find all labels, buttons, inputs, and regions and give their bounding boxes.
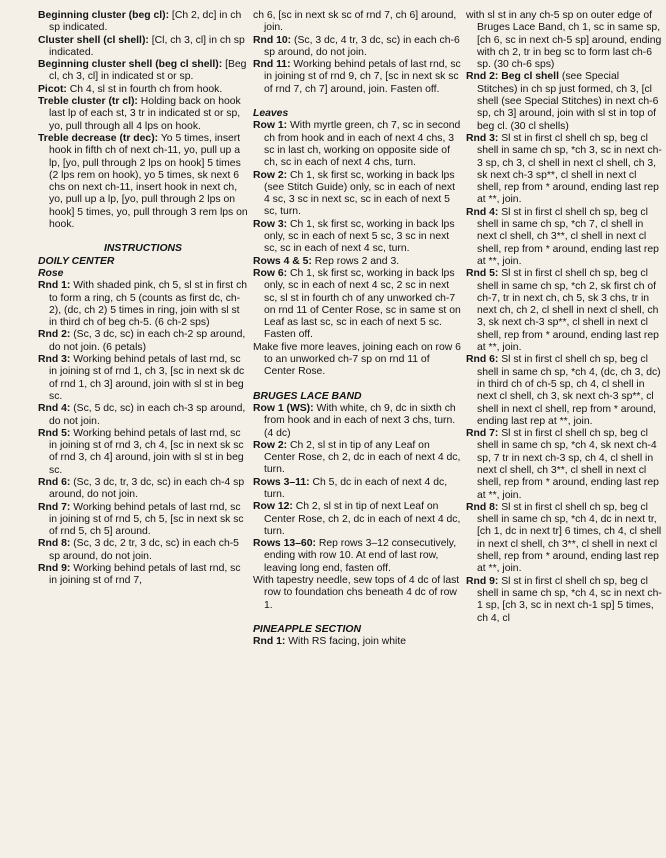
entry-label: Rnd 10: [253,34,292,46]
instruction-entry [38,354,248,403]
entry-label: Rnd 5: [38,427,71,439]
entry-label: Row 1 (WS): [253,402,314,414]
entry-label: Treble cluster (tr cl): [38,96,138,108]
entry-text: (Sc, 3 dc, 2 tr, 3 dc, sc) in each ch-5 sp around, do not join. [49,538,239,562]
entry-text: Rep rows 2 and 3. [311,255,400,267]
instruction-entry [38,428,248,477]
entry-label: Cluster shell (cl shell): [38,34,149,46]
entry-text: [Beg cl, ch 3, cl] in indicated st or sp. [49,59,247,83]
entry-label: Beginning cluster (beg cl): [38,10,170,21]
section-heading: DOILY CENTER [38,255,115,267]
instruction-entry [253,440,463,477]
entry-text: (Sc, 3 dc, sc) in each ch-2 sp around, do not join. (6 petals) [49,329,246,353]
instruction-entry [38,563,248,588]
entry-text: With white, ch 9, dc in sixth ch from hook and in each of next 3 chs, turn. (4 dc) [264,402,456,439]
instruction-entry [253,477,463,502]
column-1 [38,10,248,588]
instruction-entry [38,477,248,502]
entry-label: Rnd 11: [253,59,291,71]
entry-text: Holding back on hook last lp of each st, 3 tr in indicated st or sp, yo, pull through all 4 lps on hook. [49,96,241,132]
instruction-entry [253,35,463,60]
entry-text: Rep rows 3–12 consecutively, ending with row 10. At end of last row, leaving long end, fasten off. [264,538,457,574]
instruction-entry [466,71,662,132]
instruction-entry [253,256,463,268]
instruction-entry [38,329,248,354]
entry-label: Rnd 8: [38,538,71,550]
entry-label: Rnd 4: [38,403,71,415]
instruction-entry [253,170,463,219]
entry-label: Row 2: [253,169,288,181]
entry-label: Rnd 6: [38,476,71,488]
instruction-entry [38,84,248,96]
entry-text: (Sc, 3 dc, 4 tr, 3 dc, sc) in each ch-6 sp around, do not join. [264,34,460,58]
instruction-entry [38,35,248,60]
instruction-entry [253,219,463,256]
entry-label: Picot: [38,83,67,95]
entry-label: Rnd 4: [466,206,499,218]
entry-text: Ch 4, sl st in fourth ch from hook. [66,83,223,95]
entry-label: Row 12: [253,501,293,513]
instruction-entry [466,207,662,268]
entry-text: Ch 1, sk first sc, working in back lps only, sc in each of next 4 sc, 2 sc in next sc, sl st in fourth ch of any unworked ch-7 on rnd 11 of Center Rose, sc in same st on Leaf as last sc, sc in each of next 5 sc. Fasten off. [264,267,461,341]
entry-label: Rnd 2: Beg cl shell [466,71,559,83]
instruction-entry [253,268,463,342]
instruction-text: ch 6, [sc in next sk sc of rnd 7, ch 6] around, join. [253,10,457,34]
entry-label: Row 6: [253,267,288,279]
entry-label: Beginning cluster shell (beg cl shell): [38,59,223,71]
entry-label: Rows 3–11: [253,476,310,488]
entry-text: Ch 1, sk first sc, working in back lps (see Stitch Guide) only, sc in each of next 4 sc, 3 sc in next sc, sc in each of next 5 sc, turn. [264,169,455,218]
instruction-entry [466,268,662,354]
entry-label: Rnd 6: [466,354,499,366]
instruction-entry [253,538,463,575]
entry-text: [Ch 2, dc] in ch sp indicated. [49,10,242,34]
entry-label: Rnd 9: [466,575,499,587]
section-heading: Leaves [253,108,289,120]
instruction-entry [466,576,662,625]
entry-label: Rnd 7: [466,428,499,440]
section-heading: Rose [38,267,64,279]
entry-text: [Cl, ch 3, cl] in ch sp indicated. [49,34,245,58]
instruction-entry [38,280,248,329]
instruction-text: with sl st in any ch-5 sp on outer edge of Bruges Lace Band, ch 1, sc in same sp, [ch 6, sc in next ch-5 sp] around, ending with ch 2, tr in beg sc to form last ch-6 sp. (30 ch-6 sps) [466,10,662,71]
instruction-entry [38,538,248,563]
entry-text: Working behind petals of last rnd, sc in joining st of rnd 7, [49,563,241,587]
entry-text: Sl st in first cl shell ch sp, beg cl shell in same ch sp, *ch 7, cl shell in next cl shell, ch 3**, cl shell in next cl shell, rep from * around, ending last rep at **, join. [477,206,659,267]
instruction-entry [253,636,463,648]
entry-label: Rnd 3: [466,132,499,144]
instruction-entry [466,502,662,576]
instruction-entry [38,133,248,231]
entry-label: Rows 13–60: [253,538,316,550]
instruction-text: With tapestry needle, sew tops of 4 dc of last row to foundation chs beneath 4 dc of row 1. [253,575,460,611]
entry-text: With myrtle green, ch 7, sc in second ch from hook and in each of next 4 chs, 3 sc in last ch, working on opposite side of ch, sc in each of next 4 chs, turn. [264,120,461,169]
instruction-entry [253,120,463,169]
instruction-entry [253,403,463,440]
entry-text: With shaded pink, ch 5, sl st in first ch to form a ring, ch 5 (counts as first dc, ch-2), (dc, ch 2) 5 times in ring, join with sl st in third ch of beg ch-5. (6 ch-2 sps) [49,280,248,329]
instruction-entry [38,403,248,428]
entry-label: Rnd 9: [38,563,71,575]
entry-label: Rnd 2: [38,329,71,341]
entry-label: Row 2: [253,439,288,451]
entry-text: Ch 2, sl st in tip of any Leaf on Center Rose, ch 2, dc in each of next 4 dc, turn. [264,439,461,476]
entry-text: Sl st in first cl shell ch sp, beg cl shell in same ch sp, *ch 4, dc in next tr, [ch 1, dc in next tr] 6 times, ch 4, cl shell in next cl shell, ch 3**, cl shell in next cl shell, rep from * around, ending last rep at **, join. [477,501,662,575]
instruction-entry [253,59,463,96]
entry-text: (see Special Stitches) in ch sp just formed, ch 3, [cl shell (see Special Stitches) in next ch-6 sp, ch 3] around, join with sl st in top of beg cl. (30 cl shells) [477,71,659,132]
spacer [253,612,463,624]
entry-label: Rnd 5: [466,268,499,280]
instruction-entry [38,96,248,133]
entry-text: Sl st in first cl shell ch sp, beg cl shell in same ch sp, *ch 2, sk first ch of ch-7, tr in next ch, ch 5, sk 3 chs, tr in next ch, ch 2, cl shell in next cl shell, ch 3, sk next ch-3 sp**, cl shell in next cl shell, rep from * around, ending last rep at **, join. [477,268,659,354]
column-3 [466,10,662,625]
entry-label: Rnd 1: [38,280,71,292]
section-heading: INSTRUCTIONS [104,243,182,255]
entry-text: Working behind petals of last rnd, sc in joining st of rnd 9, ch 7, [sc in next sk sc of rnd 7, ch 7] around, join. Fasten off. [264,59,461,95]
entry-label: Row 1: [253,120,288,132]
entry-text: Working behind petals of last rnd, sc in joining st of rnd 5, ch 5, [sc in next sk sc of rnd 5, ch 5] around. [49,501,244,538]
entry-text: With RS facing, join white [285,636,407,648]
entry-text: Sl st in first cl shell ch sp, beg cl shell in same ch sp, *ch 4, sc in next ch-1 sp, [ch 3, sc in next ch-1 sp] 5 times, ch 4, cl [477,575,662,624]
entry-text: Yo 5 times, insert hook in fifth ch of next ch-11, yo, pull up a lp, [yo, pull through 2 lps on hook] 5 times (2 lps rem on hook), yo 5 times, sk next 6 chs on next ch-11, insert hook in next ch, yo, pull up a lp, [yo, pull through 2 lps on hook] 5 times, yo, pull through 3 rem lps on hook. [49,132,248,231]
entry-label: Rnd 3: [38,354,71,366]
instruction-entry [466,133,662,207]
entry-text: (Sc, 5 dc, sc) in each ch-3 sp around, do not join. [49,403,246,427]
instruction-entry [466,428,662,502]
entry-label: Rnd 8: [466,501,499,513]
column-2 [253,10,463,649]
entry-text: Sl st in first cl shell ch sp, beg cl shell in same ch sp, *ch 4, (dc, ch 3, dc) in third ch of ch-5 sp, ch 4, cl shell in next cl shell, ch 3, sk next ch-3 sp**, cl shell in next cl shell, rep from * around, ending last rep at **, join. [477,354,661,427]
entry-text: Sl st in first cl shell ch sp, beg cl shell in same ch sp, *ch 4, sk next ch-4 sp, 7 tr in next ch-3 sp, ch 4, cl shell in next cl shell, ch 3**, cl shell in next cl shell, rep from * around, ending last rep at **, join. [477,428,659,501]
entry-label: Row 3: [253,218,288,230]
instruction-entry [38,10,248,35]
instruction-entry [38,59,248,84]
entry-text: Ch 2, sl st in tip of next Leaf on Center Rose, ch 2, dc in each of next 4 dc, turn. [264,501,461,537]
entry-label: Treble decrease (tr dec): [38,132,159,144]
entry-text: Ch 1, sk first sc, working in back lps only, sc in each of next 5 sc, 3 sc in next sc, sc in each of next 4 sc, turn. [264,218,455,255]
spacer [253,379,463,391]
entry-text: Sl st in first cl shell ch sp, beg cl shell in same ch sp, *ch 3, sc in next ch-3 sp, ch 3, cl shell in next cl shell, ch 3, sk next ch-3 sp**, cl shell in next cl shell, rep from * around, ending last rep at **, join. [477,132,662,206]
entry-label: Rnd 1: [253,636,286,648]
spacer [253,96,463,108]
entry-label: Rows 4 & 5: [253,255,312,267]
section-heading: PINEAPPLE SECTION [253,623,361,635]
instruction-entry [253,501,463,538]
entry-label: Rnd 7: [38,501,71,513]
spacer [38,231,248,243]
entry-text: Working behind petals of last rnd, sc in joining st of rnd 1, ch 3, [sc in next sk dc of rnd 1, ch 3] around, join with sl st in beg sc. [49,354,245,402]
entry-text: Ch 5, dc in each of next 4 dc, turn. [264,476,448,500]
section-heading: BRUGES LACE BAND [253,390,362,402]
entry-text: Working behind petals of last rnd, sc in joining st of rnd 3, ch 4, [sc in next sk sc of rnd 3, ch 4] around, join with sl st in beg sc. [49,427,244,476]
instruction-entry [38,502,248,539]
instruction-entry [466,354,662,428]
entry-text: (Sc, 3 dc, tr, 3 dc, sc) in each ch-4 sp around, do not join. [49,476,245,501]
instruction-text: Make five more leaves, joining each on row 6 to an unworked ch-7 sp on rnd 11 of Center Rose. [253,341,461,378]
